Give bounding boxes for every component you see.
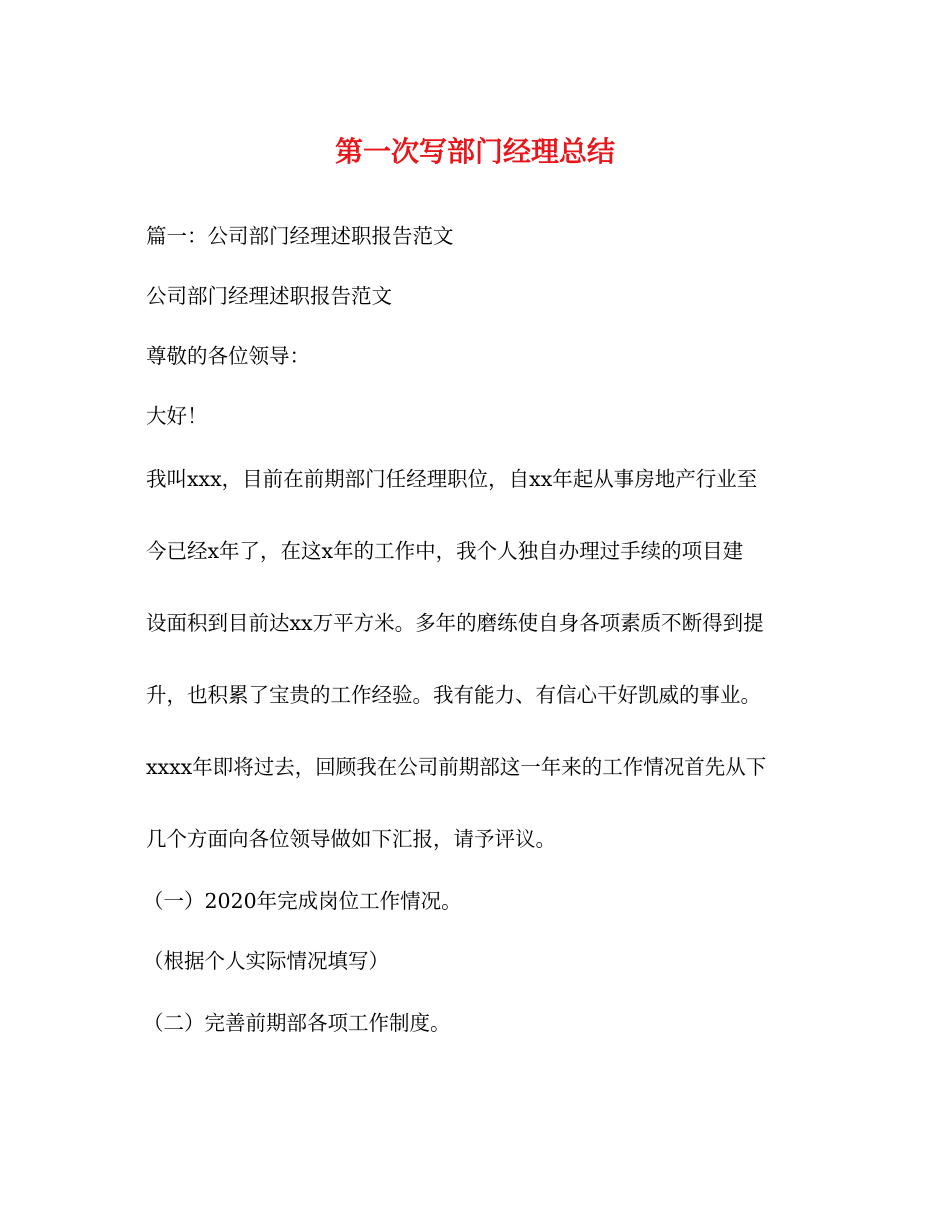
body-paragraph-line: 几个方面向各位领导做如下汇报，请予评议。 — [146, 827, 556, 851]
report-title: 公司部门经理述职报告范文 — [146, 284, 392, 308]
body-paragraph-line: xxxx年即将过去，回顾我在公司前期部这一年来的工作情况首先从下 — [146, 755, 767, 779]
list-item: （一）2020年完成岗位工作情况。 — [143, 889, 462, 913]
body-paragraph-line: 今已经x年了，在这x年的工作中，我个人独自办理过手续的项目建 — [146, 539, 744, 563]
salutation: 尊敬的各位领导： — [146, 344, 310, 368]
section-heading: 篇一：公司部门经理述职报告范文 — [146, 224, 454, 248]
body-paragraph-line: 升，也积累了宝贵的工作经验。我有能力、有信心干好凯威的事业。 — [146, 683, 761, 707]
document-title: 第一次写部门经理总结 — [334, 135, 615, 168]
greeting: 大好！ — [146, 404, 208, 428]
list-item-note: （根据个人实际情况填写） — [143, 949, 389, 973]
body-paragraph-line: 我叫xxx，目前在前期部门任经理职位，自xx年起从事房地产行业至 — [146, 467, 758, 491]
body-paragraph-line: 设面积到目前达xx万平方米。多年的磨练使自身各项素质不断得到提 — [146, 611, 764, 635]
list-item: （二）完善前期部各项工作制度。 — [143, 1011, 451, 1035]
